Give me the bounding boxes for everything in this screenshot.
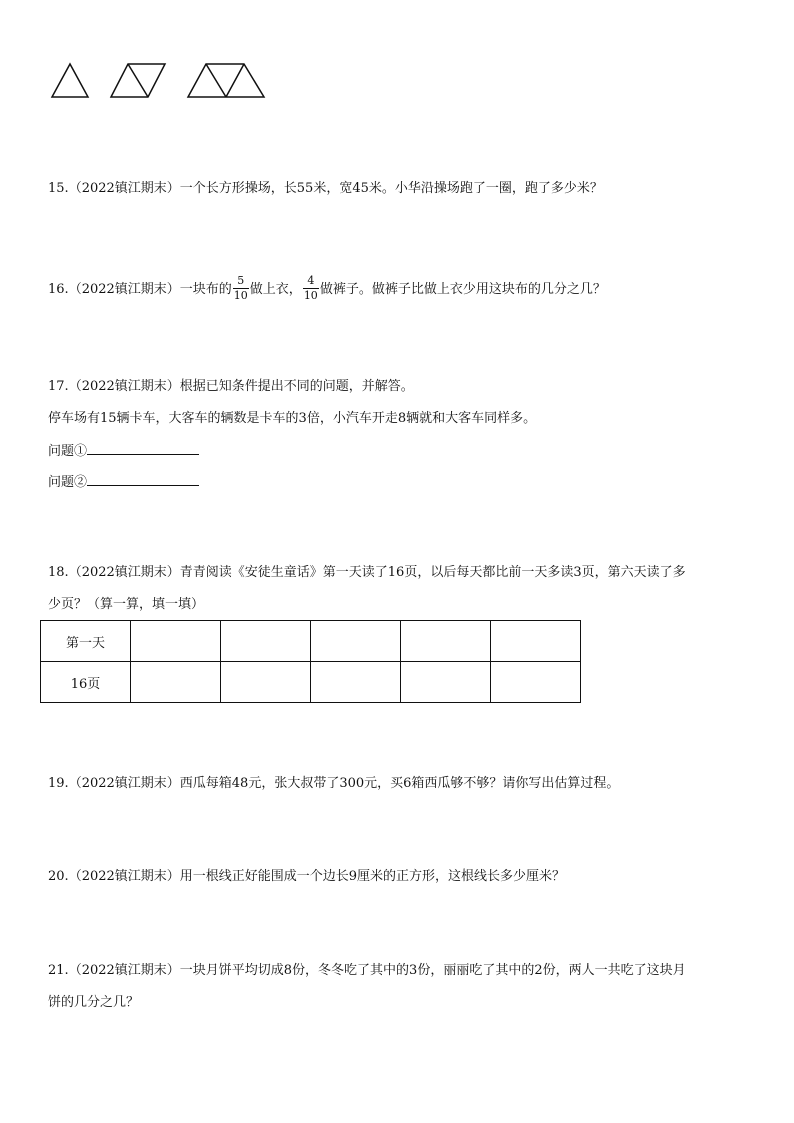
q18-source: （2022镇江期末） <box>68 565 180 580</box>
q15-text: 一个长方形操场，长55米，宽45米。小华沿操场跑了一圈，跑了多少米？ <box>179 181 603 196</box>
q18-text-line1: 青青阅读《安徒生童话》第一天读了16页，以后每天都比前一天多读3页，第六天读了多 <box>179 565 686 580</box>
q18-text-line2: 少页？（算一算，填一填） <box>48 597 205 612</box>
q17-condition: 停车场有15辆卡车，大客车的辆数是卡车的3倍，小汽车开走8辆就和大客车同样多。 <box>48 411 537 426</box>
q15-number: 15. <box>48 181 69 196</box>
q17-question2-blank[interactable] <box>87 472 199 486</box>
q18-cell-r1c4[interactable] <box>311 621 401 662</box>
q19-source: （2022镇江期末） <box>68 776 180 791</box>
q17-question-1 <box>48 441 199 461</box>
triangle-pattern-figure <box>44 56 274 104</box>
q18-cell-r2c2[interactable] <box>131 662 221 703</box>
q17-source: （2022镇江期末） <box>68 379 180 394</box>
q21-text-line1: 一块月饼平均切成8份，冬冬吃了其中的3份，丽丽吃了其中的2份，两人一共吃了这块月 <box>179 963 686 978</box>
triangle-three-strip <box>188 64 264 97</box>
table-row <box>41 621 581 662</box>
q16-frac2-numerator: 4 <box>307 274 315 287</box>
q16-source: （2022镇江期末） <box>68 282 180 297</box>
q18-cell-r2c3[interactable] <box>221 662 311 703</box>
table-row <box>41 662 581 703</box>
q17-question1-label: 问题 <box>48 444 75 459</box>
q16-frac1-numerator: 5 <box>237 274 245 287</box>
triangle-three-divider-a <box>206 64 226 97</box>
triangle-one <box>52 64 88 97</box>
q16-fraction-2 <box>303 275 319 302</box>
q18-cell-r2c4[interactable] <box>311 662 401 703</box>
q17-number: 17. <box>48 379 69 394</box>
q18-cell-r1c1: 第一天 <box>41 621 131 662</box>
q18-cell-r1c6[interactable] <box>491 621 581 662</box>
q19-number: 19. <box>48 776 69 791</box>
q16-text-b: 做上衣， <box>249 282 302 297</box>
triangle-three-divider-b <box>226 64 244 97</box>
q20-text: 用一根线正好能围成一个边长9厘米的正方形，这根线长多少厘米？ <box>179 869 566 884</box>
q20-number: 20. <box>48 869 69 884</box>
question-16 <box>48 276 606 303</box>
q16-text-a: 一块布的 <box>179 282 232 297</box>
question-15 <box>48 180 603 198</box>
q18-cell-r1c5[interactable] <box>401 621 491 662</box>
question-18 <box>48 564 686 582</box>
q21-number: 21. <box>48 963 69 978</box>
q16-text-c: 做裤子。做裤子比做上衣少用这块布的几分之几？ <box>319 282 606 297</box>
q18-reading-table <box>40 620 581 703</box>
q17-question-2 <box>48 472 199 492</box>
q19-text: 西瓜每箱48元，张大叔带了300元，买6箱西瓜够不够？请你写出估算过程。 <box>179 776 620 791</box>
q20-source: （2022镇江期末） <box>68 869 180 884</box>
question-21 <box>48 962 686 980</box>
question-19 <box>48 775 619 793</box>
q18-cell-r2c5[interactable] <box>401 662 491 703</box>
q17-question2-num: ② <box>74 475 88 490</box>
q16-frac1-denominator: 10 <box>233 289 248 302</box>
q18-cell-r2c1: 16页 <box>41 662 131 703</box>
q18-cell-r1c3[interactable] <box>221 621 311 662</box>
q17-text: 根据已知条件提出不同的问题，并解答。 <box>179 379 414 394</box>
q15-source: （2022镇江期末） <box>68 181 180 196</box>
q16-fraction-1 <box>233 275 249 302</box>
question-20 <box>48 868 565 886</box>
q17-question1-blank[interactable] <box>87 441 199 455</box>
q21-text-line2: 饼的几分之几？ <box>48 995 140 1010</box>
q16-number: 16. <box>48 282 69 297</box>
q17-question2-label: 问题 <box>48 475 75 490</box>
q17-question1-num: ① <box>74 444 88 459</box>
q16-frac2-denominator: 10 <box>303 289 318 302</box>
q18-cell-r2c6[interactable] <box>491 662 581 703</box>
q21-source: （2022镇江期末） <box>68 963 180 978</box>
question-17 <box>48 378 414 396</box>
q18-cell-r1c2[interactable] <box>131 621 221 662</box>
triangle-two-divider <box>128 64 148 97</box>
q18-number: 18. <box>48 565 69 580</box>
